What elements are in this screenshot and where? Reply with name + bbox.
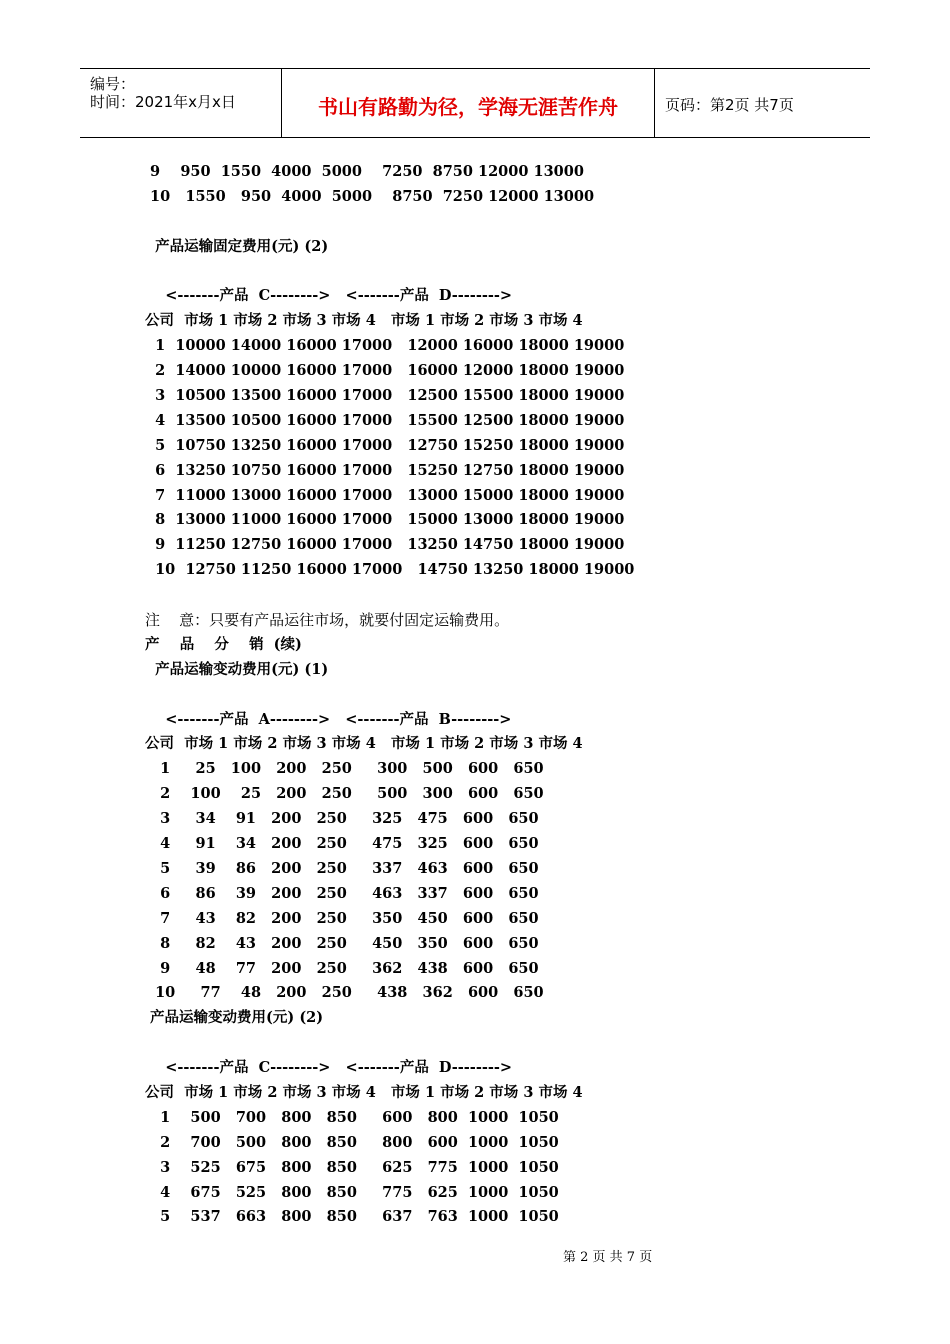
- text-line: 10 1550 950 4000 5000 8750 7250 12000 13000: [145, 187, 595, 205]
- text-line: 3 10500 13500 16000 17000 12500 15500 18000 19000: [145, 387, 625, 405]
- serial-label: 编号：: [90, 75, 136, 93]
- text-line: 4 675 525 800 850 775 625 1000 1050: [145, 1183, 559, 1201]
- header-page-label: 页码：第2页 共7页: [665, 96, 794, 114]
- page-header: [80, 68, 870, 138]
- text-line: 产品运输固定费用(元) (2): [145, 237, 329, 255]
- text-line: 5 537 663 800 850 637 763 1000 1050: [145, 1208, 559, 1226]
- text-line: 7 43 82 200 250 350 450 600 650: [145, 909, 539, 927]
- text-line: [145, 1031, 845, 1056]
- text-line: 10 77 48 200 250 438 362 600 650: [145, 984, 544, 1002]
- text-line: 2 14000 10000 16000 17000 16000 12000 18000 19000: [145, 362, 625, 380]
- text-line: 5 39 86 200 250 337 463 600 650: [145, 859, 539, 877]
- text-line: 2 100 25 200 250 500 300 600 650: [145, 785, 544, 803]
- text-line: 9 950 1550 4000 5000 7250 8750 12000 13000: [145, 163, 584, 180]
- motto: 书山有路勤为径，学海无涯苦作舟: [318, 95, 618, 119]
- text-line: 10 12750 11250 16000 17000 14750 13250 18000 19000: [145, 561, 635, 579]
- text-line: <-------产品 C--------> <-------产品 D-------->: [145, 1059, 513, 1077]
- text-line: 3 525 675 800 850 625 775 1000 1050: [145, 1158, 559, 1176]
- date-label: 时间：2021年x月x日: [90, 93, 236, 111]
- text-line: 6 86 39 200 250 463 337 600 650: [145, 884, 539, 902]
- text-line: 2 700 500 800 850 800 600 1000 1050: [145, 1133, 559, 1151]
- text-line: 1 500 700 800 850 600 800 1000 1050: [145, 1108, 559, 1126]
- text-line: 4 13500 10500 16000 17000 15500 12500 18000 19000: [145, 411, 625, 429]
- text-line: 7 11000 13000 16000 17000 13000 15000 18000 19000: [145, 486, 625, 504]
- text-line: 公司 市场 1 市场 2 市场 3 市场 4 市场 1 市场 2 市场 3 市场 4: [145, 735, 583, 753]
- text-line: 5 10750 13250 16000 17000 12750 15250 18000 19000: [145, 436, 625, 454]
- text-line: 产品运输变动费用(元) (1): [145, 660, 329, 678]
- text-line: 6 13250 10750 16000 17000 15250 12750 18000 19000: [145, 461, 625, 479]
- header-left-cell: [80, 69, 282, 137]
- text-line: 1 10000 14000 16000 17000 12000 16000 18000 19000: [145, 337, 625, 355]
- text-line: 公司 市场 1 市场 2 市场 3 市场 4 市场 1 市场 2 市场 3 市场 4: [145, 1083, 583, 1101]
- page-footer: 第 2 页 共 7 页: [563, 1250, 653, 1265]
- text-line: 产 品 分 销 (续): [145, 635, 302, 653]
- text-line: 9 11250 12750 16000 17000 13250 14750 18000 19000: [145, 536, 625, 554]
- text-line: 1 25 100 200 250 300 500 600 650: [145, 760, 544, 778]
- text-line: [145, 210, 845, 235]
- text-line: 9 48 77 200 250 362 438 600 650: [145, 959, 539, 977]
- text-line: <-------产品 A--------> <-------产品 B-------->: [145, 710, 512, 728]
- header-page-cell: [655, 69, 870, 137]
- text-line: 公司 市场 1 市场 2 市场 3 市场 4 市场 1 市场 2 市场 3 市场 4: [145, 312, 583, 330]
- document-body: [145, 160, 845, 1230]
- header-motto-cell: [282, 69, 655, 137]
- text-line: [145, 583, 845, 608]
- text-line: [145, 683, 845, 708]
- text-line: 注 意：只要有产品运往市场，就要付固定运输费用。: [145, 611, 510, 630]
- text-line: 3 34 91 200 250 325 475 600 650: [145, 810, 539, 828]
- text-line: 产品运输变动费用(元) (2): [145, 1009, 324, 1027]
- text-line: <-------产品 C--------> <-------产品 D-------->: [145, 287, 513, 305]
- text-line: [145, 260, 845, 285]
- text-line: 8 13000 11000 16000 17000 15000 13000 18000 19000: [145, 511, 625, 529]
- text-line: 8 82 43 200 250 450 350 600 650: [145, 934, 539, 952]
- text-line: 4 91 34 200 250 475 325 600 650: [145, 835, 539, 853]
